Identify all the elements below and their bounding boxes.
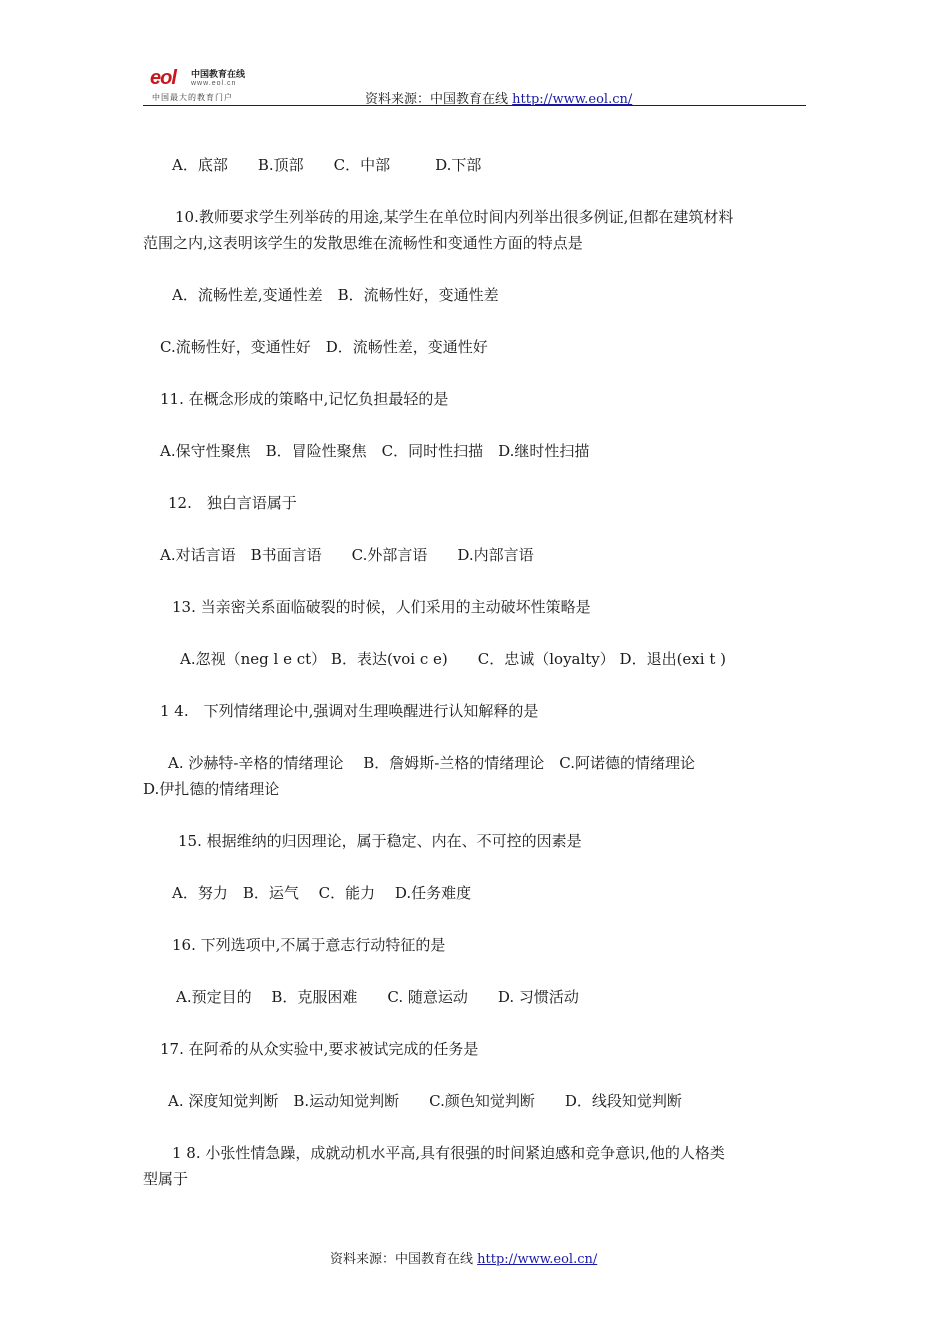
- q16-options: A.预定目的 B．克服困难 C. 随意运动 D. 习惯活动: [176, 988, 579, 1006]
- q10-text-line1: 10.教师要求学生列举砖的用途,某学生在单位时间内列举出很多例证,但都在建筑材料: [175, 208, 734, 226]
- q17-options: A. 深度知觉判断 B.运动知觉判断 C.颜色知觉判断 D．线段知觉判断: [168, 1092, 682, 1110]
- q14-text: 1 4. 下列情绪理论中,强调对生理唤醒进行认知解释的是: [160, 702, 539, 720]
- q11-options: A.保守性聚焦 B．冒险性聚焦 C．同时性扫描 D.继时性扫描: [160, 442, 590, 460]
- footer-source-link[interactable]: http://www.eol.cn/: [477, 1252, 598, 1267]
- q13-text: 13. 当亲密关系面临破裂的时候，人们采用的主动破坏性策略是: [172, 598, 591, 616]
- q10-options-cd: C.流畅性好，变通性好 D．流畅性差，变通性好: [160, 338, 488, 356]
- q12-text: 12. 独白言语属于: [168, 494, 297, 512]
- q18-text-line1: 1 8. 小张性情急躁，成就动机水平高,具有很强的时间紧迫感和竞争意识,他的人格类: [172, 1144, 725, 1162]
- q16-text: 16. 下列选项中,不属于意志行动特征的是: [172, 936, 446, 954]
- header-source-link[interactable]: http://www.eol.cn/: [512, 92, 633, 107]
- footer-source: [330, 1248, 597, 1267]
- q14-options-line2: D.伊扎德的情绪理论: [143, 780, 280, 798]
- q10-text-line2: 范围之内,这表明该学生的发散思维在流畅性和变通性方面的特点是: [143, 234, 583, 252]
- q12-options: A.对话言语 B书面言语 C.外部言语 D.内部言语: [160, 546, 534, 564]
- q13-options: A.忽视（neg l e ct） B．表达(voi c e) C．忠诚（loyalty） D．退出(exi t ): [180, 650, 726, 668]
- logo-url: www.eol.cn: [191, 80, 237, 87]
- logo-mark: eol: [150, 67, 176, 89]
- q14-options-line1: A. 沙赫特-辛格的情绪理论 B．詹姆斯-兰格的情绪理论 C.阿诺德的情绪理论: [168, 754, 696, 772]
- q10-options-ab: A．流畅性差,变通性差 B．流畅性好，变通性差: [172, 286, 499, 304]
- q17-text: 17. 在阿希的从众实验中,要求被试完成的任务是: [160, 1040, 479, 1058]
- logo-tagline: 中国最大的教育门户: [152, 93, 233, 102]
- q9-options: A．底部 B.顶部 C．中部 D.下部: [172, 156, 482, 174]
- eol-logo[interactable]: [150, 63, 260, 105]
- logo-name: 中国教育在线: [191, 69, 246, 79]
- q11-text: 11. 在概念形成的策略中,记忆负担最轻的是: [160, 390, 449, 408]
- header-divider: [143, 105, 806, 106]
- footer-source-label: 资料来源：中国教育在线: [330, 1252, 474, 1267]
- header-source-label: 资料来源：中国教育在线: [365, 92, 509, 107]
- q18-text-line2: 型属于: [143, 1170, 189, 1188]
- q15-options: A．努力 B．运气 C．能力 D.任务难度: [172, 884, 472, 902]
- q15-text: 15. 根据维纳的归因理论，属于稳定、内在、不可控的因素是: [178, 832, 582, 850]
